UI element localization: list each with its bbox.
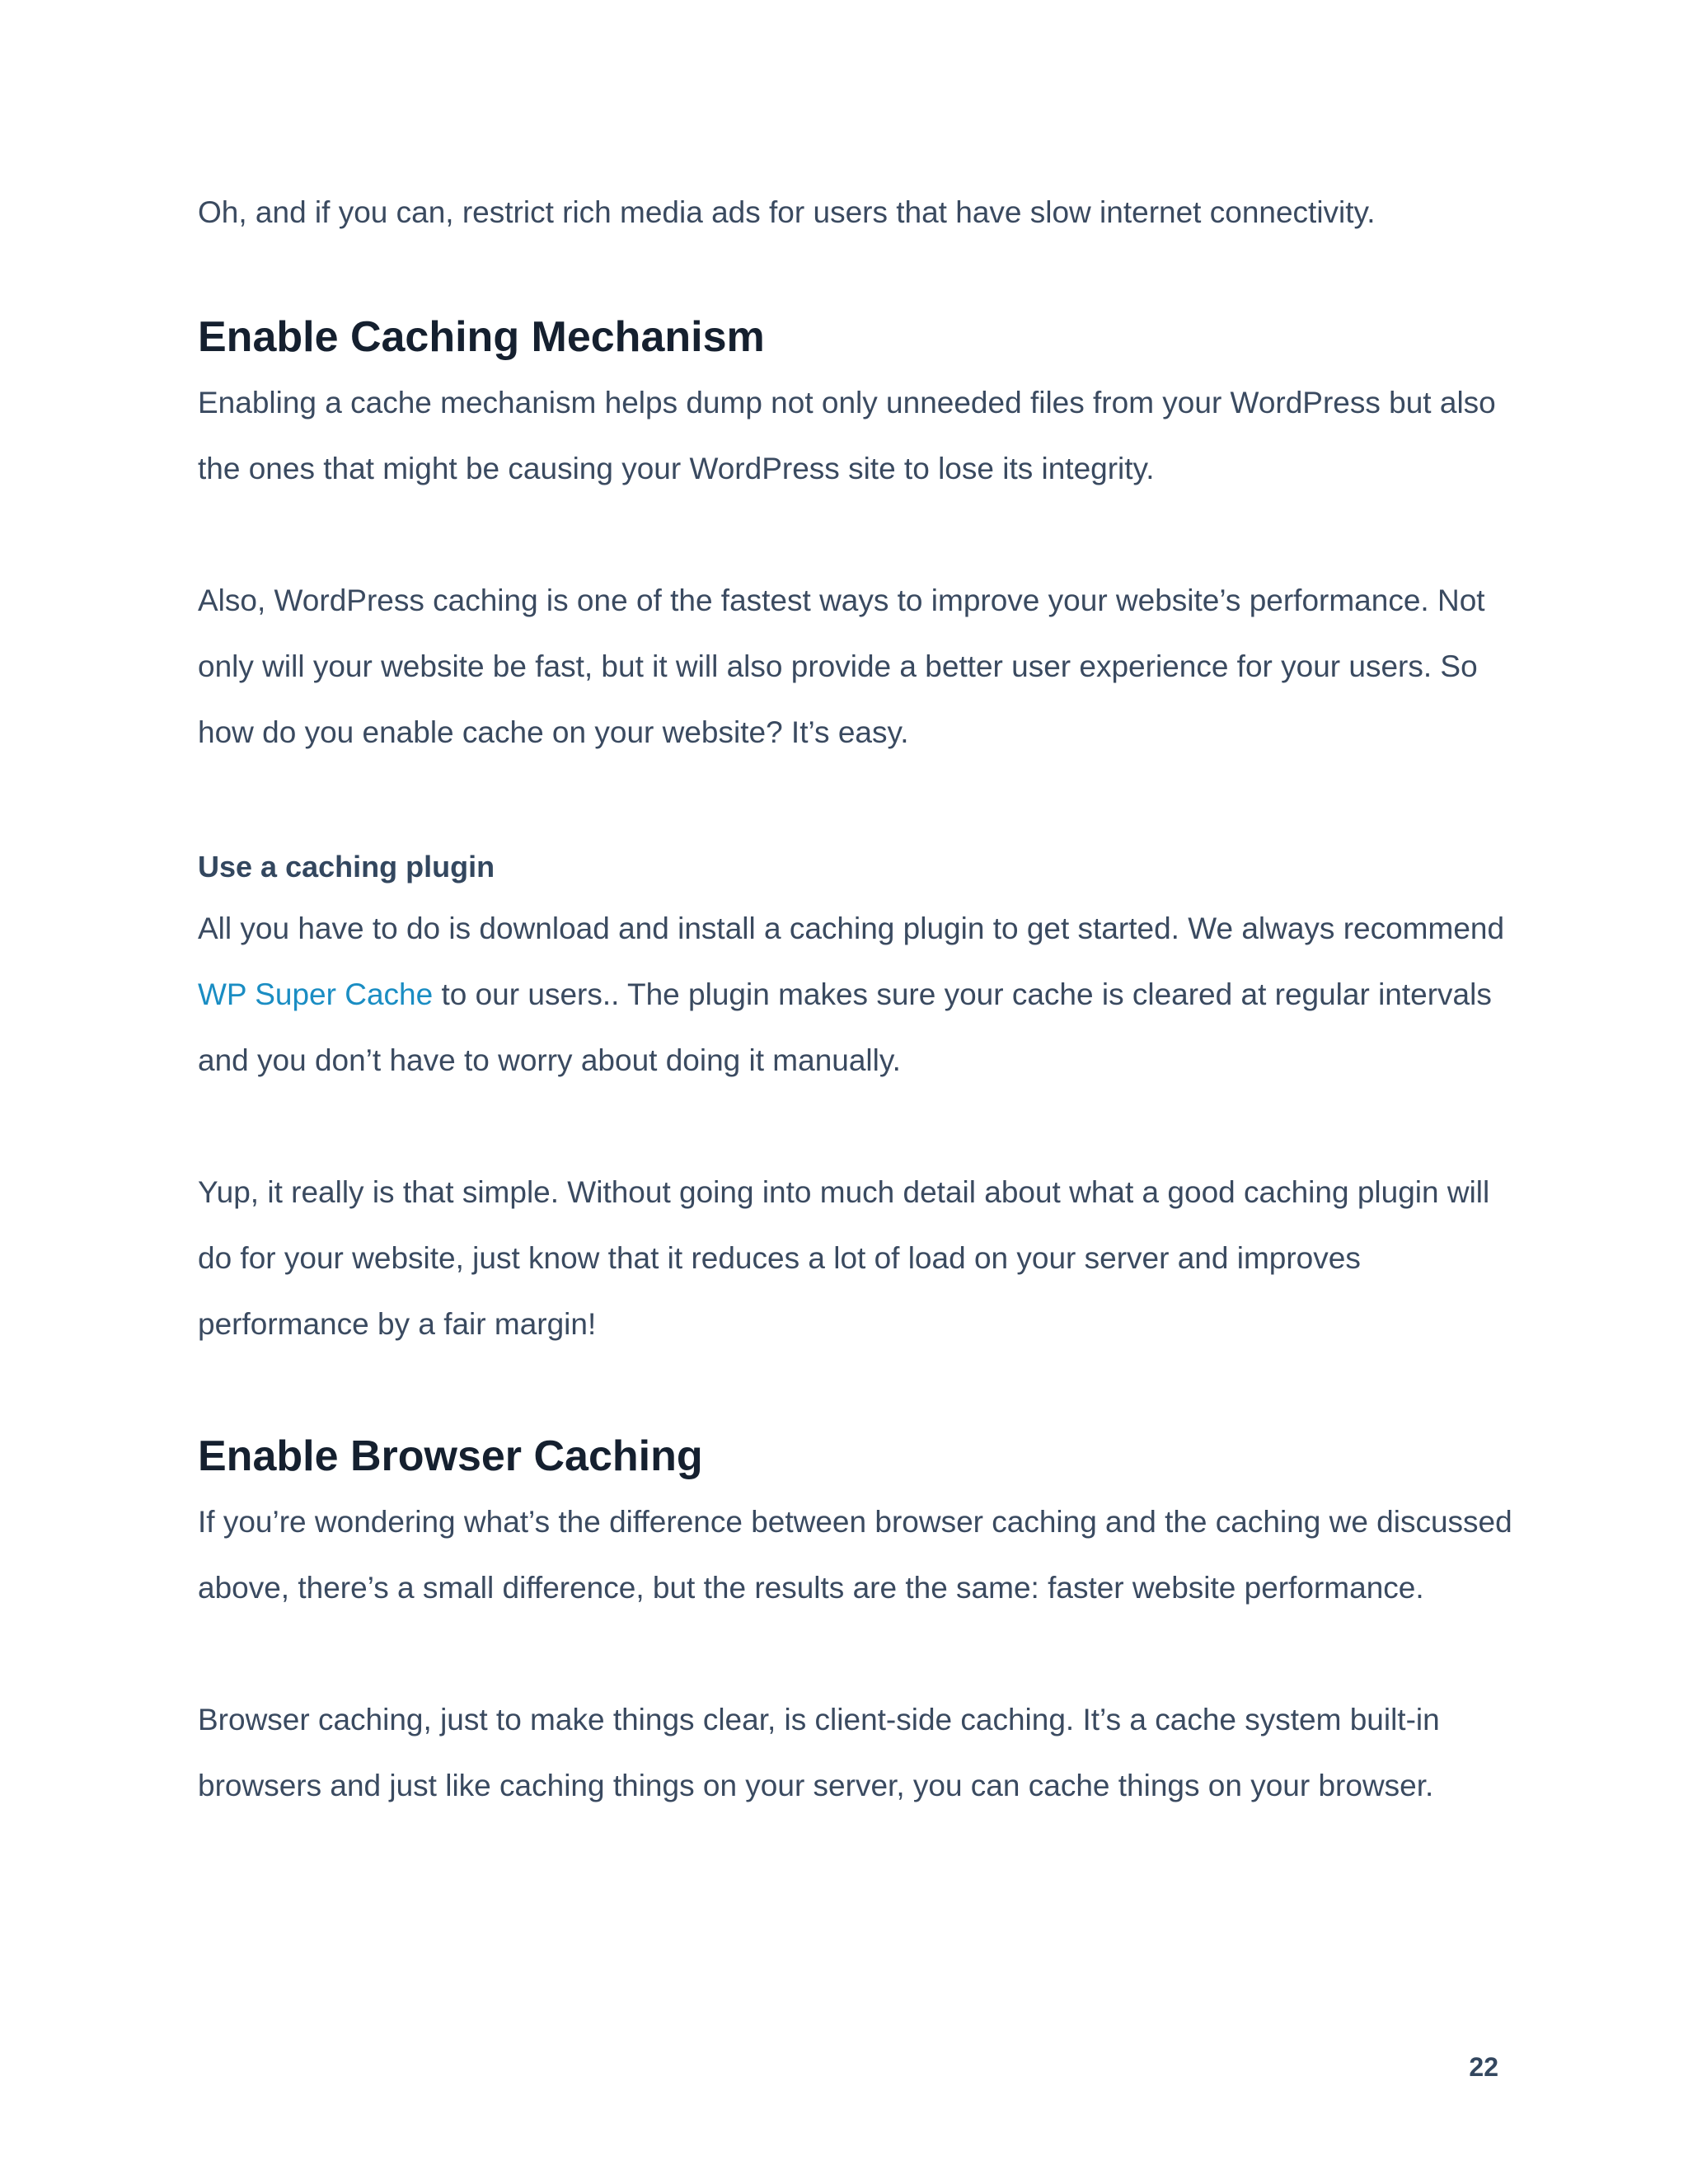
section-enable-browser-caching	[198, 1423, 1517, 1819]
paragraph-caching-plugin	[198, 896, 1517, 1094]
section-enable-caching-mechanism	[198, 304, 1517, 766]
paragraph-client-side-caching: Browser caching, just to make things clear, is client-side caching. It’s a cache system built-in browsers and just like caching things on your server, you can cache things on your browser.	[198, 1703, 1440, 1802]
paragraph-caching-plugin-text-after: to our users.. The plugin makes sure your cache is cleared at regular intervals and you don’t have to worry about doing it manually.	[198, 977, 1492, 1077]
paragraph-browser-caching-difference: If you’re wondering what’s the difference between browser caching and the caching we discussed above, there’s a small difference, but the results are the same: faster website performance.	[198, 1505, 1512, 1605]
document-page	[198, 0, 1517, 2184]
subsection-use-caching-plugin	[198, 838, 1517, 1357]
wp-super-cache-link[interactable]: WP Super Cache	[198, 977, 434, 1011]
heading-enable-browser-caching: Enable Browser Caching	[198, 1432, 703, 1480]
heading-use-caching-plugin: Use a caching plugin	[198, 850, 495, 883]
paragraph-cache-mechanism-intro: Enabling a cache mechanism helps dump not only unneeded files from your WordPress but also the ones that might be causing your WordPress site to lose its integrity.	[198, 386, 1496, 485]
intro-paragraph: Oh, and if you can, restrict rich media ads for users that have slow internet connectivity.	[198, 195, 1376, 229]
paragraph-caching-performance: Also, WordPress caching is one of the fastest ways to improve your website’s performance. Not only will your website be fast, but it will also provide a better user experience for your users. So how do you enable cache on your website? It’s easy.	[198, 583, 1485, 749]
heading-enable-caching-mechanism: Enable Caching Mechanism	[198, 313, 765, 361]
page-number: 22	[1469, 2052, 1498, 2082]
paragraph-caching-plugin-text-before: All you have to do is download and install a caching plugin to get started. We always recommend	[198, 912, 1505, 945]
paragraph-that-simple: Yup, it really is that simple. Without going into much detail about what a good caching plugin will do for your website, just know that it reduces a lot of load on your server and improves performance by a fair margin!	[198, 1175, 1490, 1341]
